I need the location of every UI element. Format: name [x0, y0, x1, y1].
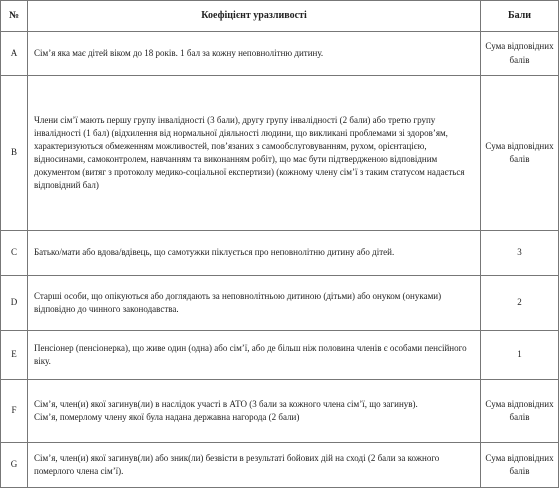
- row-description: [28, 32, 481, 76]
- header-points: Бали: [481, 1, 559, 32]
- row-description: [28, 76, 481, 231]
- row-points: Сума відповідних балів: [481, 32, 559, 76]
- table-row: [1, 331, 559, 380]
- description-line: Батько/мати або вдова/вдівець, що самотужки піклується про неповнолітню дитину або дітей.: [34, 247, 395, 258]
- row-points: Сума відповідних балів: [481, 76, 559, 231]
- description-line: Сім’я, член(и) якої загинув(ли) або зник(ли) безвісти в результаті бойових дій на сході (2 бали за кожного померлого члена сім’ї).: [34, 452, 440, 476]
- table-row: [1, 76, 559, 231]
- row-points: 3: [481, 231, 559, 276]
- row-id: A: [1, 32, 28, 76]
- row-description: [28, 331, 481, 380]
- header-row: [1, 1, 559, 32]
- description-line: Пенсіонер (пенсіонерка), що живе один (одна) або сім’ї, або де більш ніж половина членів є особами пенсійного віку.: [34, 342, 467, 366]
- row-description: [28, 231, 481, 276]
- description-line: Сім’я, померлому члену якої була надана державна нагорода (2 бали): [34, 412, 300, 422]
- header-coefficient: Коефіцієнт уразливості: [28, 1, 481, 32]
- row-id: E: [1, 331, 28, 380]
- table-row: [1, 276, 559, 331]
- row-points: 2: [481, 276, 559, 331]
- row-points: Сума відповідних балів: [481, 443, 559, 488]
- header-number: №: [1, 1, 28, 32]
- row-description: [28, 443, 481, 488]
- description-line: Сім’я, член(и) якої загинув(ли) в наслідок участі в АТО (3 бали за кожного члена сім’ї, що загинув).: [34, 398, 418, 409]
- table-row: [1, 231, 559, 276]
- row-description: [28, 380, 481, 443]
- description-line: Сім’я яка має дітей віком до 18 років. 1 бал за кожну неповнолітню дитину.: [34, 47, 324, 58]
- row-description: [28, 276, 481, 331]
- row-points: Сума відповідних балів: [481, 380, 559, 443]
- table-row: [1, 380, 559, 443]
- table-row: [1, 443, 559, 488]
- row-id: F: [1, 380, 28, 443]
- description-line: Члени сім’ї мають першу групу інвалідності (3 бали), другу групу інвалідності (2 бали) або третю групу інвалідності (1 бал) (відхилення від нормальної діяльності людини, що викликані проблемами зі здоров’ям, характеризуються обмеженням можливостей, пов’язаних з самообслуговуванням, рухом, орієнтацією, відносинами, самоконтролем, навчанням та виконанням робіт), що має бути підтвердженою відповідним документом (витяг з протоколу медико-соціальної експертизи) (кожному члену сім’ї з таким статусом надається відповідний бал): [34, 114, 465, 191]
- row-id: D: [1, 276, 28, 331]
- row-id: C: [1, 231, 28, 276]
- row-id: G: [1, 443, 28, 488]
- row-id: B: [1, 76, 28, 231]
- row-points: 1: [481, 331, 559, 380]
- description-line: Старші особи, що опікуються або доглядають за неповнолітньою дитиною (дітьми) або онуком (онуками) відповідно до чинного законодавства.: [34, 290, 442, 314]
- table-row: [1, 32, 559, 76]
